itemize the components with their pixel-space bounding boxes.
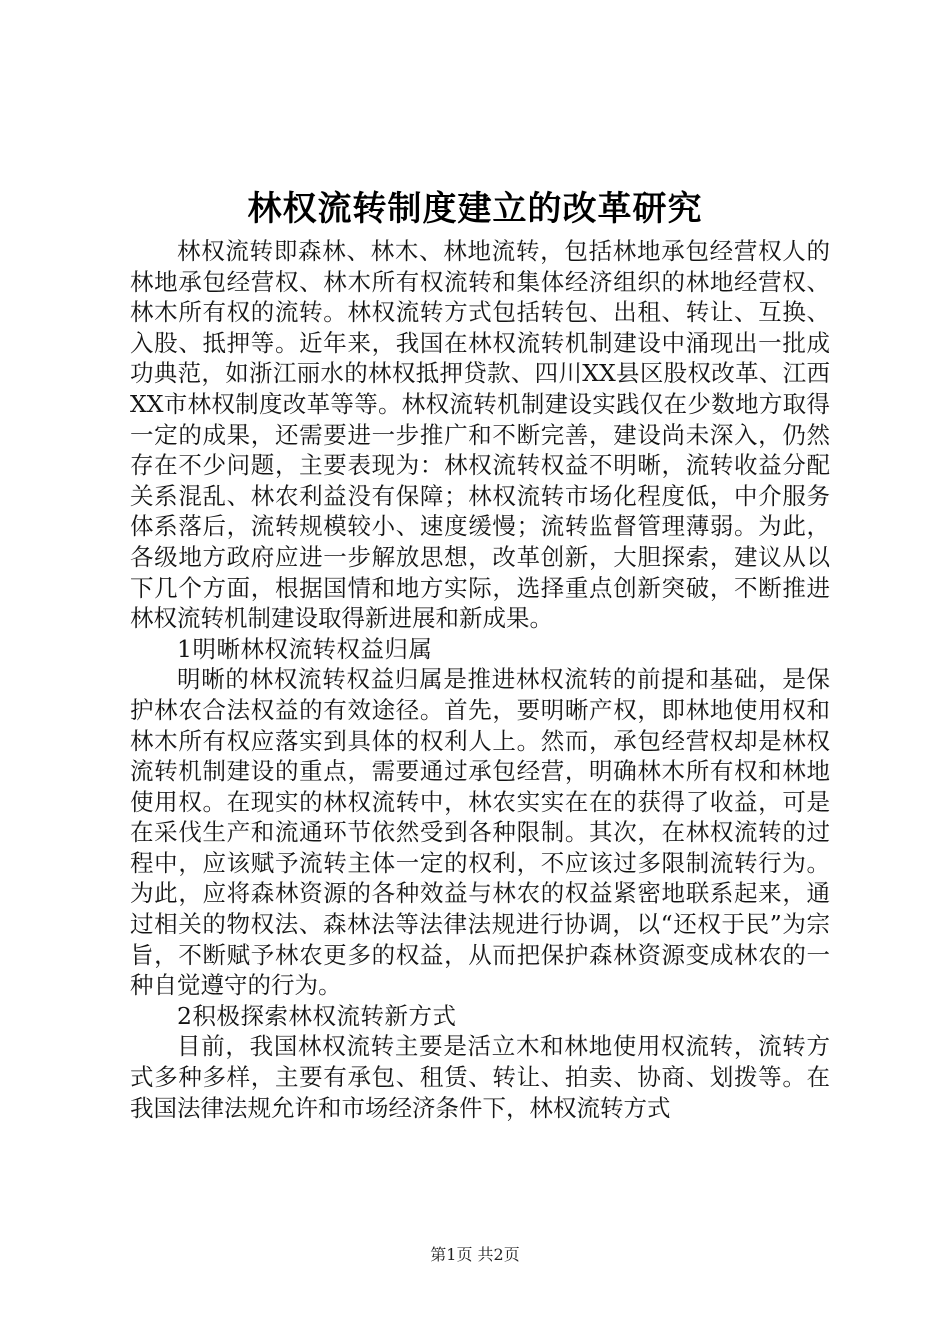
document-title: 林权流转制度建立的改革研究 <box>247 189 703 229</box>
intro-paragraph: 林权流转即森林、林木、林地流转，包括林地承包经营权人的林地承包经营权、林木所有权流转和集体经济组织的林地经营权、林木所有权的流转。林权流转方式包括转包、出租、转让、互换、入股、抵押等。近年来，我国在林权流转机制建设中涌现出一批成功典范，如浙江丽水的林权抵押贷款、四川XX县区股权改革、江西XX市林权制度改革等等。林权流转机制建设实践仅在少数地方取得一定的成果，还需要进一步推广和不断完善，建设尚未深入，仍然存在不少问题，主要表现为：林权流转权益不明晰，流转收益分配关系混乱、林农利益没有保障；林权流转市场化程度低，中介服务体系落后，流转规模较小、速度缓慢；流转监督管理薄弱。为此，各级地方政府应进一步解放思想，改革创新，大胆探索，建议从以下几个方面，根据国情和地方实际，选择重点创新突破，不断推进林权流转机制建设取得新进展和新成果。 <box>130 237 830 633</box>
document-body <box>130 236 830 1123</box>
section-heading-1: 1明晰林权流转权益归属 <box>177 634 433 663</box>
section-1-paragraph: 明晰的林权流转权益归属是推进林权流转的前提和基础，是保护林农合法权益的有效途径。首先，要明晰产权，即林地使用权和林木所有权应落实到具体的权利人上。然而，承包经营权却是林权流转机制建设的重点，需要通过承包经营，明确林木所有权和林地使用权。在现实的林权流转中，林农实实在在的获得了收益，可是在采伐生产和流通环节依然受到各种限制。其次，在林权流转的过程中，应该赋予流转主体一定的权利，不应该过多限制流转行为。为此，应将森林资源的各种效益与林农的权益紧密地联系起来，通过相关的物权法、森林法等法律法规进行协调，以“还权于民”为宗旨，不断赋予林农更多的权益，从而把保护森林资源变成林农的一种自觉遵守的行为。 <box>130 665 830 1000</box>
section-2-paragraph: 目前，我国林权流转主要是活立木和林地使用权流转，流转方式多种多样，主要有承包、租赁、转让、拍卖、协商、划拨等。在我国法律法规允许和市场经济条件下，林权流转方式 <box>130 1032 830 1122</box>
section-heading-2: 2积极探索林权流转新方式 <box>177 1001 457 1030</box>
page-footer: 第1页 共2页 <box>430 1245 520 1264</box>
